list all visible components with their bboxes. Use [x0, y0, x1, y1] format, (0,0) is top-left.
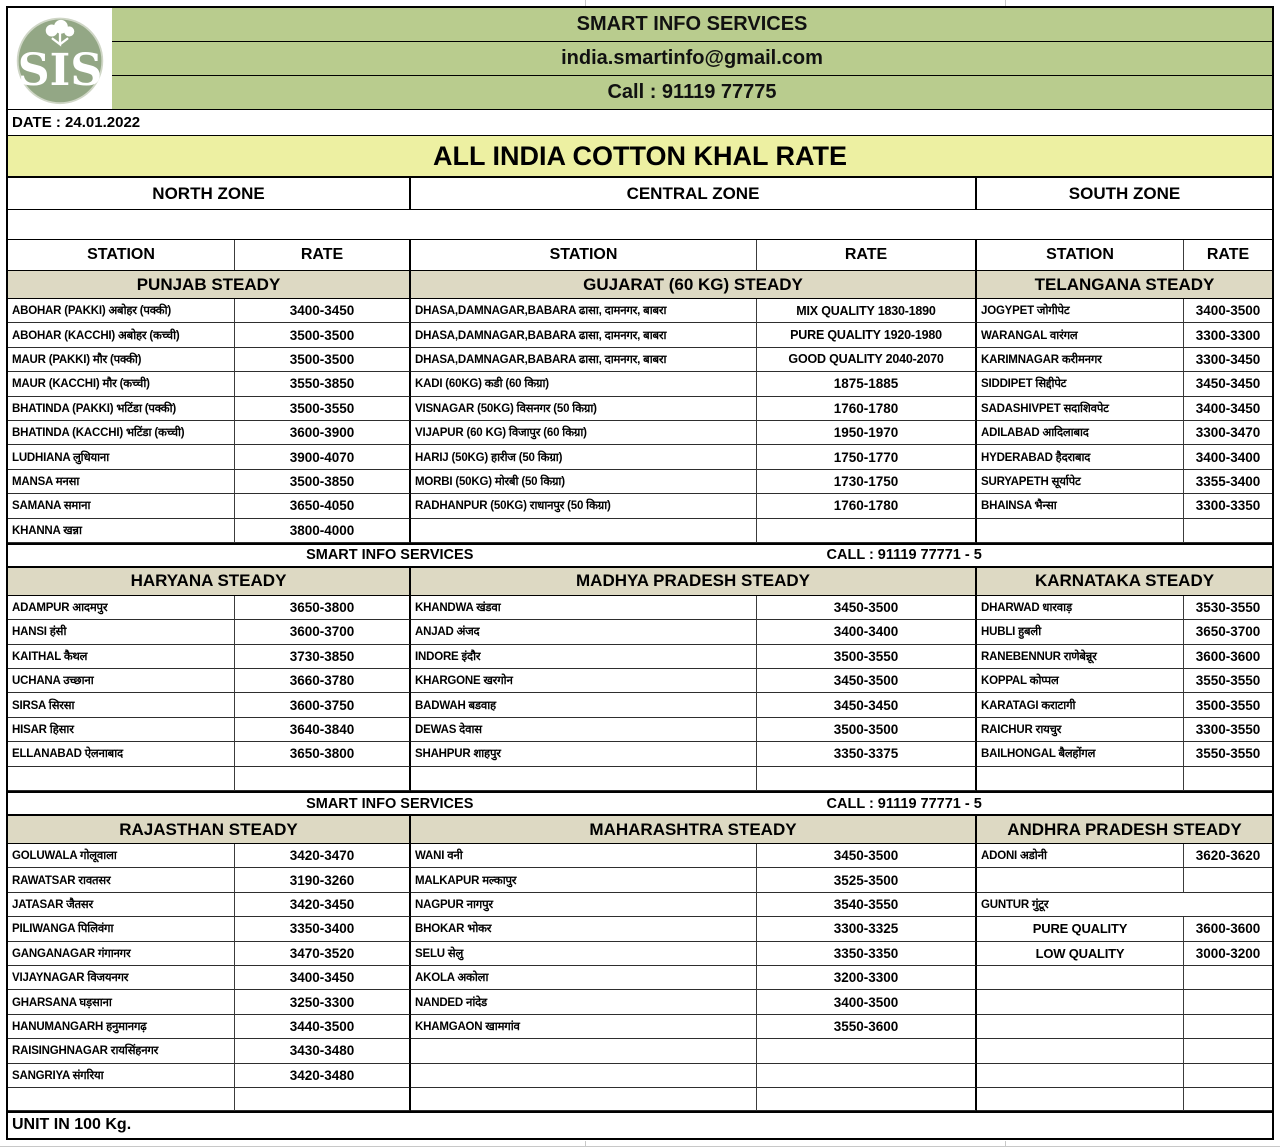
rate-cell: 3500-3550: [757, 645, 977, 669]
station-cell: BHAINSA भैन्सा: [977, 494, 1184, 518]
table-row: [8, 519, 1272, 543]
column-header-rate: RATE: [235, 240, 411, 270]
section-title: ANDHRA PRADESH STEADY: [977, 816, 1272, 844]
rate-cell: 3420-3480: [235, 1064, 411, 1088]
zone-header-row: [8, 178, 1272, 210]
station-cell: ADILABAD आदिलाबाद: [977, 421, 1184, 445]
rate-cell: 3430-3480: [235, 1039, 411, 1063]
rate-cell: [757, 1064, 977, 1088]
station-cell: HUBLI हुबली: [977, 620, 1184, 644]
station-cell: KHANNA खन्ना: [8, 519, 235, 543]
rate-cell: 3550-3850: [235, 372, 411, 396]
rate-cell: 3650-3700: [1184, 620, 1272, 644]
rate-cell: [1184, 966, 1272, 990]
station-cell: MALKAPUR मल्कापुर: [411, 868, 757, 892]
rate-cell: 3400-3500: [757, 990, 977, 1014]
rate-cell: [757, 767, 977, 791]
section-header-row: [8, 568, 1272, 596]
station-cell: RADHANPUR (50KG) राधानपुर (50 किग्रा): [411, 494, 757, 518]
svg-text:SIS: SIS: [17, 44, 103, 96]
rate-cell: 3420-3450: [235, 893, 411, 917]
section-header-row: [8, 816, 1272, 844]
rate-cell: 3540-3550: [757, 893, 977, 917]
page-title: ALL INDIA COTTON KHAL RATE: [8, 136, 1272, 178]
rate-cell: 3450-3500: [757, 669, 977, 693]
rate-cell: 3450-3450: [1184, 372, 1272, 396]
rate-cell: 3650-3800: [235, 596, 411, 620]
rate-card: [6, 6, 1274, 1140]
station-cell: LOW QUALITY: [977, 942, 1184, 966]
zone-header-south: SOUTH ZONE: [1068, 183, 1181, 203]
station-cell: SANGRIYA संगरिया: [8, 1064, 235, 1088]
rate-cell: [757, 1088, 977, 1111]
rate-cell: 3450-3500: [757, 844, 977, 868]
table-row: [8, 645, 1272, 669]
station-cell: [977, 519, 1184, 543]
brand-banner: [8, 8, 1272, 110]
station-cell: JATASAR जैतसर: [8, 893, 235, 917]
station-cell: [411, 519, 757, 543]
date-label: DATE : 24.01.2022: [8, 110, 1272, 136]
station-cell: HARIJ (50KG) हारीज (50 किग्रा): [411, 445, 757, 469]
station-cell: BHATINDA (PAKKI) भटिंडा (पक्की): [8, 397, 235, 421]
table-row: [8, 299, 1272, 323]
station-cell: MORBI (50KG) मोरबी (50 किग्रा): [411, 470, 757, 494]
rate-cell: 3800-4000: [235, 519, 411, 543]
rate-cell: [1184, 1064, 1272, 1088]
separator-banner: [8, 543, 1272, 568]
station-cell: [977, 990, 1184, 1014]
table-row: [8, 669, 1272, 693]
rate-cell: 3300-3550: [1184, 718, 1272, 742]
unit-note: UNIT IN 100 Kg.: [8, 1111, 1272, 1138]
rate-cell: 3400-3450: [1184, 397, 1272, 421]
station-cell: SELU सेलु: [411, 942, 757, 966]
station-cell: GOLUWALA गोलूवाला: [8, 844, 235, 868]
rate-cell: 3300-3450: [1184, 348, 1272, 372]
rate-cell: 3600-3600: [1184, 645, 1272, 669]
band-north-central-south-3: [8, 816, 1272, 1088]
section-title: TELANGANA STEADY: [977, 271, 1272, 299]
station-cell: [411, 1064, 757, 1088]
rate-cell: [1184, 519, 1272, 543]
station-cell: SURYAPETH सूर्यापेट: [977, 470, 1184, 494]
rate-cell: 3600-3700: [235, 620, 411, 644]
station-cell: ABOHAR (KACCHI) अबोहर (कच्ची): [8, 323, 235, 347]
station-cell: DHARWAD धारवाड़: [977, 596, 1184, 620]
rate-cell: [235, 767, 411, 791]
rate-cell: 3450-3500: [757, 596, 977, 620]
table-row: [8, 990, 1272, 1014]
rate-cell: 3620-3620: [1184, 844, 1272, 868]
separator-call: CALL : 91119 77771 - 5: [826, 547, 982, 564]
table-row: [8, 397, 1272, 421]
station-cell: SHAHPUR शाहपुर: [411, 742, 757, 766]
station-cell: ADONI अडोनी: [977, 844, 1184, 868]
station-cell: [977, 1088, 1184, 1111]
station-cell: RAISINGHNAGAR रायसिंहनगर: [8, 1039, 235, 1063]
company-logo: [8, 8, 112, 109]
station-cell: NAGPUR नागपुर: [411, 893, 757, 917]
table-row: [8, 966, 1272, 990]
station-cell: VIJAPUR (60 KG) विजापुर (60 किग्रा): [411, 421, 757, 445]
section-header-row: [8, 271, 1272, 299]
station-cell: KHAMGAON खामगांव: [411, 1015, 757, 1039]
rate-cell: 1875-1885: [757, 372, 977, 396]
station-cell: INDORE इंदौर: [411, 645, 757, 669]
rate-cell: 3640-3840: [235, 718, 411, 742]
rate-cell: 3420-3470: [235, 844, 411, 868]
rate-cell: 3600-3900: [235, 421, 411, 445]
rate-cell: [757, 519, 977, 543]
station-cell: MANSA मनसा: [8, 470, 235, 494]
column-header-station: STATION: [411, 240, 757, 270]
table-row: [8, 917, 1272, 941]
zone-header-north: NORTH ZONE: [8, 178, 411, 209]
station-cell: DHASA,DAMNAGAR,BABARA ढासा, दामनगर, बाबरा: [411, 323, 757, 347]
rate-cell: 3660-3780: [235, 669, 411, 693]
station-cell: RAICHUR रायचुर: [977, 718, 1184, 742]
station-cell: GUNTUR गुंटूर: [977, 893, 1272, 917]
station-cell: BAILHONGAL बैलहोंगल: [977, 742, 1184, 766]
table-row: [8, 596, 1272, 620]
table-row: [8, 844, 1272, 868]
section-title: RAJASTHAN STEADY: [8, 816, 411, 844]
section-title: MAHARASHTRA STEADY: [411, 816, 977, 844]
rate-cell: 3300-3350: [1184, 494, 1272, 518]
rate-cell: 3530-3550: [1184, 596, 1272, 620]
rate-cell: 3350-3375: [757, 742, 977, 766]
rate-cell: 1760-1780: [757, 397, 977, 421]
column-header-station: STATION: [977, 240, 1184, 270]
station-cell: HYDERABAD हैदराबाद: [977, 445, 1184, 469]
sis-logo-icon: [14, 13, 106, 105]
station-cell: UCHANA उच्छाना: [8, 669, 235, 693]
station-cell: [411, 1039, 757, 1063]
station-cell: PILIWANGA पिलिवंगा: [8, 917, 235, 941]
station-cell: DEWAS देवास: [411, 718, 757, 742]
station-cell: KHANDWA खंडवा: [411, 596, 757, 620]
rate-cell: 3190-3260: [235, 868, 411, 892]
rate-cell: 3730-3850: [235, 645, 411, 669]
section-title: HARYANA STEADY: [8, 568, 411, 596]
rate-cell: GOOD QUALITY 2040-2070: [757, 348, 977, 372]
rate-cell: MIX QUALITY 1830-1890: [757, 299, 977, 323]
band-north-central-south-2: [8, 568, 1272, 791]
separator-company: SMART INFO SERVICES: [306, 795, 474, 812]
station-cell: SIRSA सिरसा: [8, 693, 235, 717]
table-row: [8, 421, 1272, 445]
company-email: india.smartinfo@gmail.com: [112, 42, 1272, 76]
rate-cell: 3500-3550: [235, 397, 411, 421]
station-cell: ANJAD अंजद: [411, 620, 757, 644]
station-cell: KARATAGI कराटागी: [977, 693, 1184, 717]
station-cell: PURE QUALITY: [977, 917, 1184, 941]
station-cell: HISAR हिसार: [8, 718, 235, 742]
section-title: PUNJAB STEADY: [8, 271, 411, 299]
rate-cell: 3400-3400: [1184, 445, 1272, 469]
table-row: [8, 767, 1272, 791]
table-row: [8, 494, 1272, 518]
rate-cell: 3300-3300: [1184, 323, 1272, 347]
rate-cell: 3650-4050: [235, 494, 411, 518]
company-name: SMART INFO SERVICES: [112, 8, 1272, 42]
station-cell: SIDDIPET सिद्दीपेट: [977, 372, 1184, 396]
rate-cell: PURE QUALITY 1920-1980: [757, 323, 977, 347]
column-header-rate: RATE: [1206, 246, 1250, 263]
rate-cell: 3470-3520: [235, 942, 411, 966]
station-cell: LUDHIANA लुधियाना: [8, 445, 235, 469]
station-cell: BHATINDA (KACCHI) भटिंडा (कच्ची): [8, 421, 235, 445]
station-cell: [977, 1015, 1184, 1039]
station-cell: VISNAGAR (50KG) विसनगर (50 किग्रा): [411, 397, 757, 421]
station-cell: KAITHAL कैथल: [8, 645, 235, 669]
station-cell: [977, 1039, 1184, 1063]
column-header-rate: RATE: [757, 240, 977, 270]
station-cell: WARANGAL वारंगल: [977, 323, 1184, 347]
station-cell: HANUMANGARH हनुमानगढ़: [8, 1015, 235, 1039]
rate-cell: 1750-1770: [757, 445, 977, 469]
station-cell: KARIMNAGAR करीमनगर: [977, 348, 1184, 372]
zone-header-central: CENTRAL ZONE: [411, 178, 977, 209]
station-cell: [8, 1088, 235, 1111]
rate-cell: 3250-3300: [235, 990, 411, 1014]
station-cell: GANGANAGAR गंगानगर: [8, 942, 235, 966]
station-cell: KADI (60KG) कडी (60 किग्रा): [411, 372, 757, 396]
table-row: [8, 1039, 1272, 1063]
station-cell: [977, 1064, 1184, 1088]
station-cell: MAUR (PAKKI) मौर (पक्की): [8, 348, 235, 372]
station-cell: [977, 868, 1184, 892]
table-row: [8, 1015, 1272, 1039]
station-cell: VIJAYNAGAR विजयनगर: [8, 966, 235, 990]
rate-cell: 3400-3450: [235, 966, 411, 990]
table-row: [8, 893, 1272, 917]
rate-cell: 3440-3500: [235, 1015, 411, 1039]
separator-call: CALL : 91119 77771 - 5: [826, 795, 982, 812]
section-title: GUJARAT (60 KG) STEADY: [411, 271, 977, 299]
column-header-row: [8, 240, 1272, 271]
rate-cell: 3525-3500: [757, 868, 977, 892]
station-cell: NANDED नांदेड: [411, 990, 757, 1014]
table-row: [8, 445, 1272, 469]
station-cell: SADASHIVPET सदाशिवपेट: [977, 397, 1184, 421]
station-cell: ADAMPUR आदमपुर: [8, 596, 235, 620]
rate-cell: 3355-3400: [1184, 470, 1272, 494]
station-cell: DHASA,DAMNAGAR,BABARA ढासा, दामनगर, बाबरा: [411, 348, 757, 372]
rate-cell: [1184, 767, 1272, 791]
table-row: [8, 323, 1272, 347]
rate-cell: 1730-1750: [757, 470, 977, 494]
station-cell: KOPPAL कोप्पल: [977, 669, 1184, 693]
station-cell: JOGYPET जोगीपेट: [977, 299, 1184, 323]
rate-cell: 3350-3350: [757, 942, 977, 966]
table-row: [8, 1064, 1272, 1088]
station-cell: RANEBENNUR राणेबेन्नूर: [977, 645, 1184, 669]
spacer-row: [8, 210, 1272, 240]
rate-cell: 3500-3500: [235, 348, 411, 372]
table-row: [8, 348, 1272, 372]
band-north-central-south-1: [8, 271, 1272, 543]
section-title: KARNATAKA STEADY: [977, 568, 1272, 596]
table-row: [8, 868, 1272, 892]
empty-row: [8, 1088, 1272, 1111]
section-title: MADHYA PRADESH STEADY: [411, 568, 977, 596]
rate-cell: 3200-3300: [757, 966, 977, 990]
station-cell: BHOKAR भोकर: [411, 917, 757, 941]
table-row: [8, 470, 1272, 494]
station-cell: KHARGONE खरगोन: [411, 669, 757, 693]
station-cell: SAMANA समाना: [8, 494, 235, 518]
station-cell: GHARSANA घड़साना: [8, 990, 235, 1014]
station-cell: HANSI हंसी: [8, 620, 235, 644]
rate-cell: [235, 1088, 411, 1111]
rate-cell: 3500-3500: [757, 718, 977, 742]
rate-cell: 3600-3600: [1184, 917, 1272, 941]
table-row: [8, 718, 1272, 742]
rate-cell: 3500-3550: [1184, 693, 1272, 717]
station-cell: MAUR (KACCHI) मौर (कच्ची): [8, 372, 235, 396]
rate-cell: 3550-3550: [1184, 742, 1272, 766]
station-cell: [411, 767, 757, 791]
table-row: [8, 742, 1272, 766]
rate-cell: 3300-3470: [1184, 421, 1272, 445]
table-row: [8, 620, 1272, 644]
separator-banner: [8, 791, 1272, 816]
rate-cell: 3300-3325: [757, 917, 977, 941]
rate-cell: 3350-3400: [235, 917, 411, 941]
station-cell: [411, 1088, 757, 1111]
station-cell: ABOHAR (PAKKI) अबोहर (पक्की): [8, 299, 235, 323]
station-cell: WANI वनी: [411, 844, 757, 868]
rate-cell: 3900-4070: [235, 445, 411, 469]
station-cell: ELLANABAD ऐलनाबाद: [8, 742, 235, 766]
station-cell: [977, 966, 1184, 990]
rate-cell: [1184, 1015, 1272, 1039]
rate-cell: [1184, 868, 1272, 892]
separator-company: SMART INFO SERVICES: [306, 547, 474, 564]
rate-cell: 3550-3550: [1184, 669, 1272, 693]
rate-cell: 3550-3600: [757, 1015, 977, 1039]
station-cell: DHASA,DAMNAGAR,BABARA ढासा, दामनगर, बाबरा: [411, 299, 757, 323]
table-row: [8, 693, 1272, 717]
rate-cell: 3500-3500: [235, 323, 411, 347]
rate-cell: 3650-3800: [235, 742, 411, 766]
station-cell: [8, 767, 235, 791]
rate-cell: [1184, 1088, 1272, 1111]
rate-cell: 1760-1780: [757, 494, 977, 518]
station-cell: RAWATSAR रावतसर: [8, 868, 235, 892]
station-cell: [977, 767, 1184, 791]
station-cell: AKOLA अकोला: [411, 966, 757, 990]
table-row: [8, 372, 1272, 396]
rate-cell: 1950-1970: [757, 421, 977, 445]
rate-cell: [1184, 1039, 1272, 1063]
brand-text-block: [112, 8, 1272, 109]
column-header-station: STATION: [8, 240, 235, 270]
rate-cell: 3450-3450: [757, 693, 977, 717]
rate-cell: 3400-3400: [757, 620, 977, 644]
rate-cell: [1184, 990, 1272, 1014]
rate-cell: 3000-3200: [1184, 942, 1272, 966]
company-phone: Call : 91119 77775: [607, 81, 777, 103]
table-row: [8, 942, 1272, 966]
station-cell: BADWAH बडवाह: [411, 693, 757, 717]
rate-cell: 3500-3850: [235, 470, 411, 494]
rate-cell: 3600-3750: [235, 693, 411, 717]
rate-cell: 3400-3450: [235, 299, 411, 323]
rate-cell: [757, 1039, 977, 1063]
rate-cell: 3400-3500: [1184, 299, 1272, 323]
